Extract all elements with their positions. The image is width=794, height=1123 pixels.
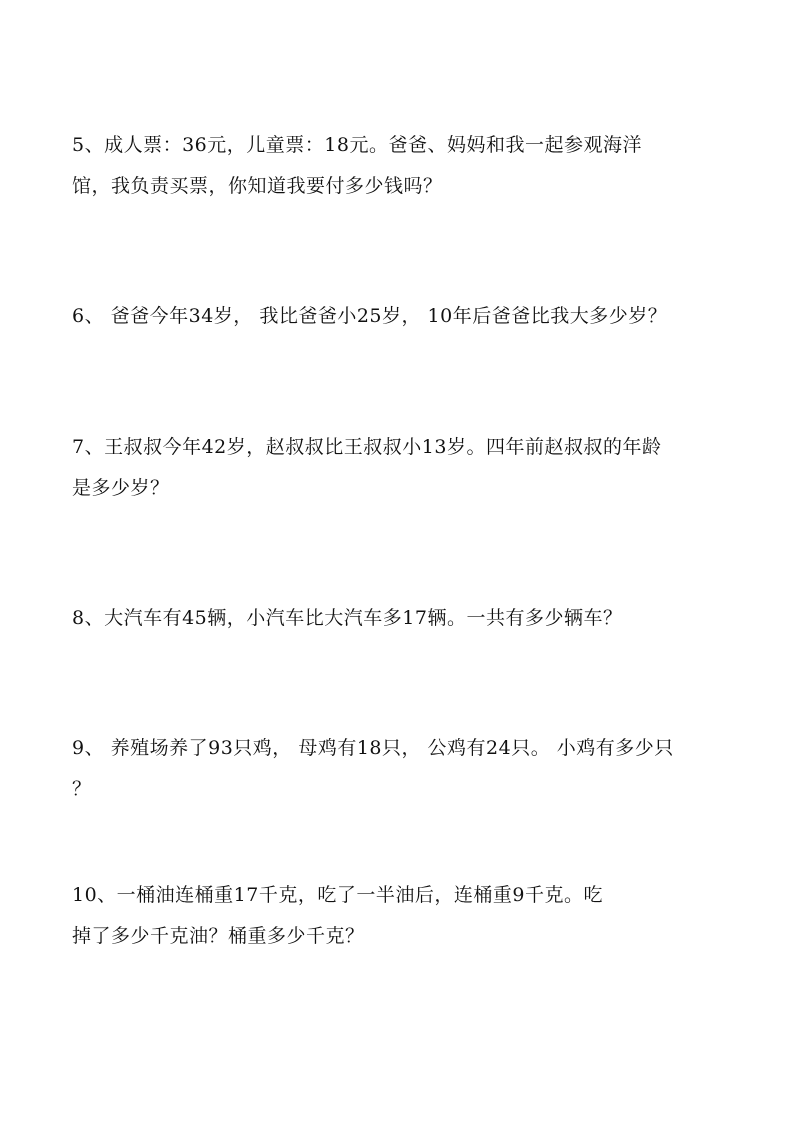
question-10-line-2: 掉了多少千克油？桶重多少千克？ [72,925,365,947]
question-10-line-1: 10、一桶油连桶重17千克，吃了一半油后，连桶重9千克。吃 [72,884,603,906]
question-6-line-1: 6、 爸爸今年34岁， 我比爸爸小25岁， 10年后爸爸比我大多少岁？ [72,305,668,327]
question-9-line-1: 9、 养殖场养了93只鸡， 母鸡有18只， 公鸡有24只。 小鸡有多少只 [72,737,674,759]
question-8-line-1: 8、大汽车有45辆，小汽车比大汽车多17辆。一共有多少辆车？ [72,607,623,629]
question-5-line-1: 5、成人票：36元，儿童票：18元。爸爸、妈妈和我一起参观海洋 [72,134,642,156]
question-9-line-2: ？ [72,778,92,800]
question-7-line-1: 7、王叔叔今年42岁，赵叔叔比王叔叔小13岁。四年前赵叔叔的年龄 [72,436,662,458]
question-7-line-2: 是多少岁？ [72,477,170,499]
question-5-line-2: 馆，我负责买票，你知道我要付多少钱吗？ [72,175,443,197]
